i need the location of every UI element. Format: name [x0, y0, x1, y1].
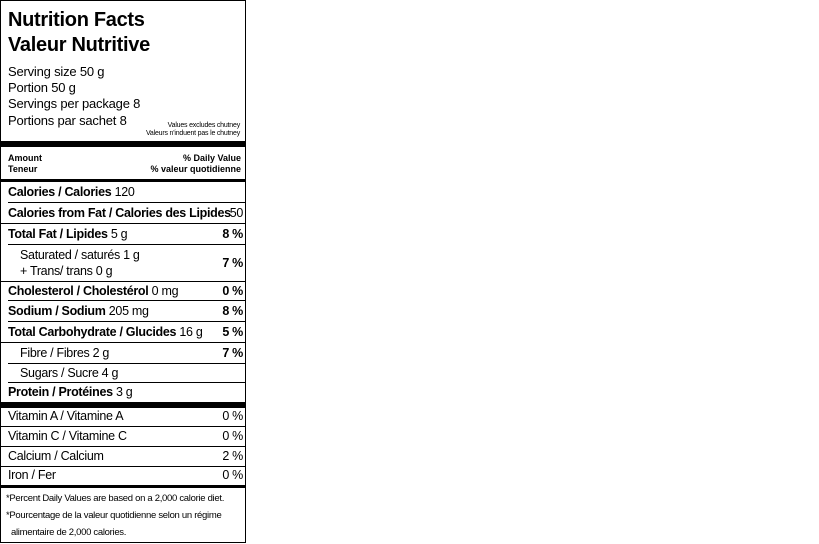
sugars-row — [20, 365, 243, 381]
row-divider — [8, 382, 245, 383]
thick-divider — [1, 141, 245, 147]
footnote-french: *Pourcentage de la valeur quotidienne selon un régime — [6, 510, 222, 521]
valeur-quotidienne-header: % valeur quotidienne — [150, 164, 241, 174]
footnote-french-cont: alimentaire de 2,000 calories. — [11, 527, 127, 538]
protein-row — [8, 384, 243, 400]
row-divider — [1, 446, 245, 447]
calories-from-fat-value: 50 — [229, 206, 243, 220]
note-english: Values excludes chutney — [167, 122, 240, 129]
vitamin-row — [8, 467, 243, 483]
portions-per-package: Portions par sachet 8 — [8, 113, 127, 128]
protein-label: Protein / Protéines — [8, 385, 113, 399]
carbohydrate-amount: 16 g — [179, 325, 203, 339]
fibre-row — [20, 345, 243, 361]
cholesterol-dv: 0 % — [222, 284, 243, 298]
vitamin-dv: 2 % — [222, 449, 243, 463]
saturated-dv: 7 % — [222, 256, 243, 270]
carbohydrate-label: Total Carbohydrate / Glucides — [8, 325, 177, 339]
vitamin-label: Vitamin C / Vitamine C — [8, 429, 127, 443]
nutrition-facts-label — [0, 0, 246, 543]
protein-amount: 3 g — [115, 385, 133, 399]
fibre-dv: 7 % — [222, 346, 243, 360]
vitamin-dv: 0 % — [222, 468, 243, 482]
sodium-row — [8, 303, 243, 319]
total-fat-amount: 5 g — [110, 227, 128, 241]
vitamin-label: Vitamin A / Vitamine A — [8, 409, 124, 423]
portion-size: Portion 50 g — [8, 80, 76, 95]
total-fat-dv: 8 % — [222, 227, 243, 241]
cholesterol-row — [8, 283, 243, 299]
calories-from-fat-row — [8, 205, 243, 221]
sugars-label: Sugars / Sucre 4 g — [20, 366, 119, 380]
title-french: Valeur Nutritive — [8, 34, 150, 56]
vitamin-label: Calcium / Calcium — [8, 449, 104, 463]
row-divider — [8, 244, 245, 245]
sodium-label: Sodium / Sodium — [8, 304, 106, 318]
vitamin-dv: 0 % — [222, 409, 243, 423]
cholesterol-label: Cholesterol / Cholestérol — [8, 284, 149, 298]
row-divider — [8, 321, 245, 322]
total-fat-label: Total Fat / Lipides — [8, 227, 108, 241]
medium-divider — [1, 485, 245, 488]
amount-header: Amount — [8, 153, 42, 163]
carbohydrate-dv: 5 % — [222, 325, 243, 339]
cholesterol-amount: 0 mg — [151, 284, 179, 298]
row-divider — [8, 202, 245, 203]
row-divider — [8, 363, 245, 364]
sodium-dv: 8 % — [222, 304, 243, 318]
row-divider — [1, 342, 245, 343]
servings-per-package: Servings per package 8 — [8, 96, 141, 111]
saturated-label: Saturated / saturés 1 g — [20, 248, 140, 262]
medium-divider — [1, 179, 245, 182]
carbohydrate-row — [8, 324, 243, 340]
serving-size: Serving size 50 g — [8, 64, 105, 79]
saturated-label-row — [20, 247, 243, 263]
row-divider — [1, 223, 245, 224]
title-english: Nutrition Facts — [8, 9, 145, 31]
total-fat-row — [8, 226, 243, 242]
row-divider — [8, 300, 245, 301]
note-french: Valeurs n'induent pas le chutney — [145, 130, 240, 137]
vitamin-dv: 0 % — [222, 429, 243, 443]
trans-label-row — [20, 263, 243, 279]
fibre-label: Fibre / Fibres 2 g — [20, 346, 110, 360]
vitamin-row — [8, 448, 243, 464]
calories-from-fat-label: Calories from Fat / Calories des Lipides — [8, 206, 231, 220]
row-divider — [1, 426, 245, 427]
trans-label: + Trans/ trans 0 g — [20, 264, 113, 278]
footnote-english: *Percent Daily Values are based on a 2,000 calorie diet. — [6, 493, 225, 504]
vitamin-label: Iron / Fer — [8, 468, 56, 482]
sodium-amount: 205 mg — [108, 304, 149, 318]
calories-row — [8, 184, 243, 200]
row-divider — [1, 281, 245, 282]
daily-value-header: % Daily Value — [182, 153, 241, 163]
calories-label: Calories / Calories — [8, 185, 112, 199]
vitamin-row — [8, 408, 243, 424]
teneur-header: Teneur — [8, 164, 38, 174]
vitamin-row — [8, 428, 243, 444]
calories-value: 120 — [114, 185, 135, 199]
